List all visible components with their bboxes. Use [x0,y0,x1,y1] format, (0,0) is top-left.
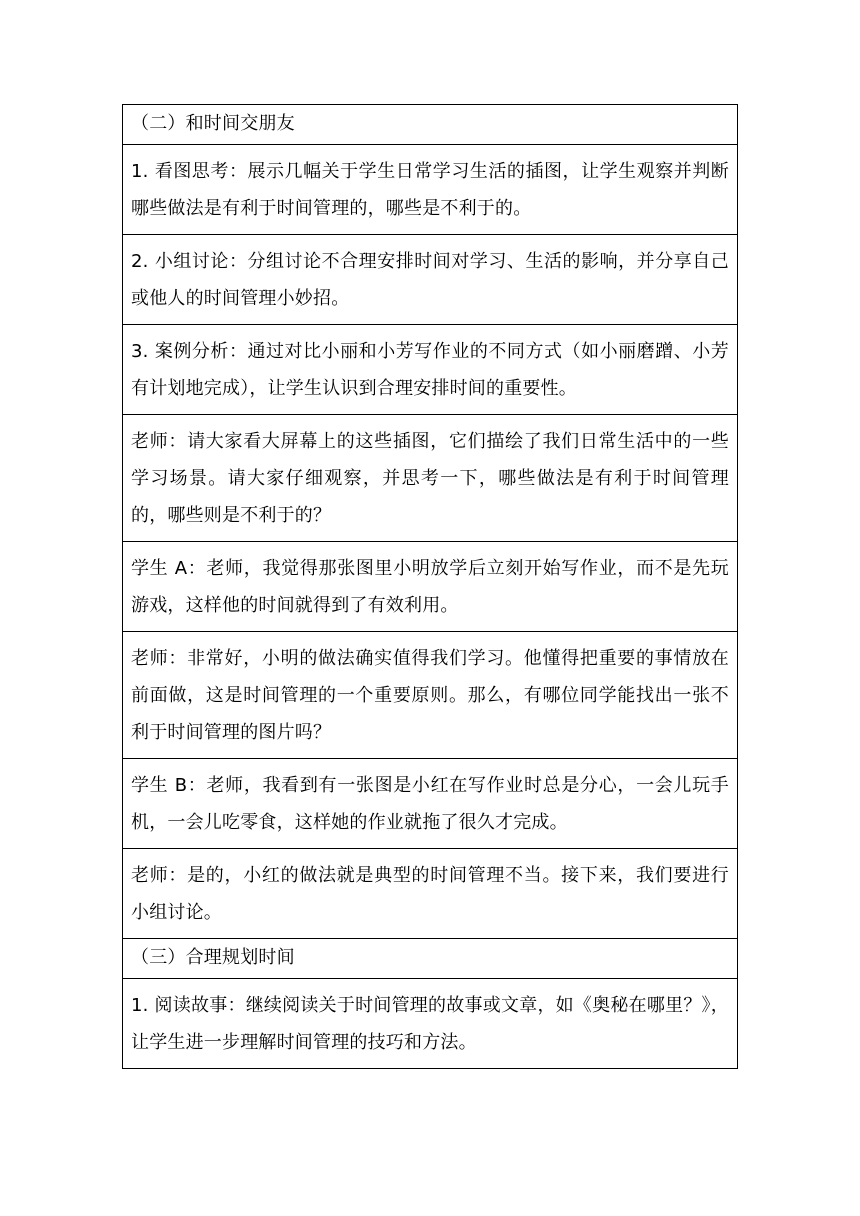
table-row [123,235,738,325]
lesson-plan-table [122,104,738,1069]
text-cell: 2. 小组讨论：分组讨论不合理安排时间对学习、生活的影响，并分享自己或他人的时间管理小妙招。 [123,235,738,325]
table-row [123,105,738,145]
table-row [123,849,738,939]
table-row [123,325,738,415]
text-cell: 老师：请大家看大屏幕上的这些插图，它们描绘了我们日常生活中的一些学习场景。请大家仔细观察，并思考一下，哪些做法是有利于时间管理的，哪些则是不利于的？ [123,415,738,542]
table-row [123,632,738,759]
table-row [123,145,738,235]
table-row [123,415,738,542]
text-cell: 老师：是的，小红的做法就是典型的时间管理不当。接下来，我们要进行小组讨论。 [123,849,738,939]
text-cell: 1. 阅读故事：继续阅读关于时间管理的故事或文章，如《奥秘在哪里？》，让学生进一步理解时间管理的技巧和方法。 [123,979,738,1069]
text-cell: 学生 A：老师，我觉得那张图里小明放学后立刻开始写作业，而不是先玩游戏，这样他的时间就得到了有效利用。 [123,542,738,632]
text-cell: 老师：非常好，小明的做法确实值得我们学习。他懂得把重要的事情放在前面做，这是时间管理的一个重要原则。那么，有哪位同学能找出一张不利于时间管理的图片吗？ [123,632,738,759]
section-heading-cell: （二）和时间交朋友 [123,105,738,145]
section-heading-cell: （三）合理规划时间 [123,939,738,979]
table-row [123,939,738,979]
table-row [123,979,738,1069]
text-cell: 1. 看图思考：展示几幅关于学生日常学习生活的插图，让学生观察并判断哪些做法是有利于时间管理的，哪些是不利于的。 [123,145,738,235]
table-row [123,759,738,849]
table-row [123,542,738,632]
text-cell: 学生 B：老师，我看到有一张图是小红在写作业时总是分心，一会儿玩手机，一会儿吃零食，这样她的作业就拖了很久才完成。 [123,759,738,849]
text-cell: 3. 案例分析：通过对比小丽和小芳写作业的不同方式（如小丽磨蹭、小芳有计划地完成），让学生认识到合理安排时间的重要性。 [123,325,738,415]
